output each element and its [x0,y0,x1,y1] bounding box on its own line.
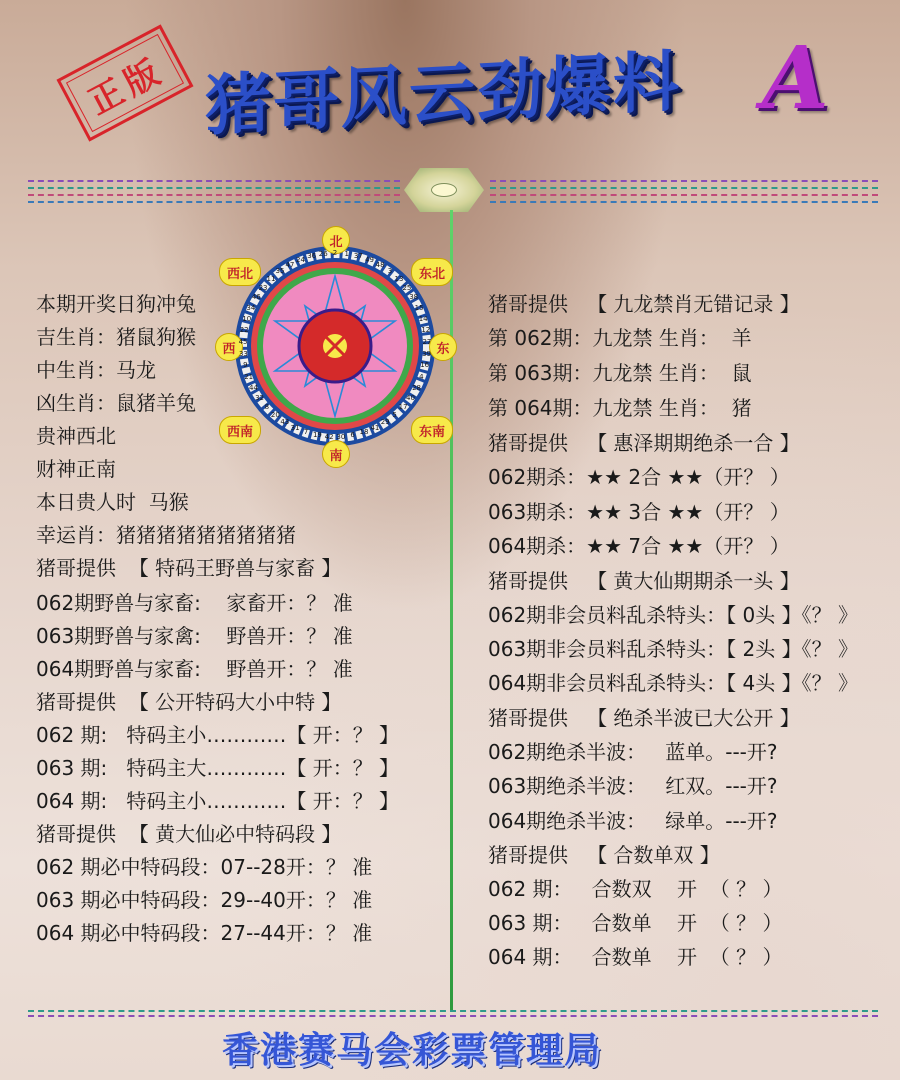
wheel-label-northwest: 西北 [219,258,261,286]
right-line: 063期非会员料乱杀特头：【 2头 】《？ 》 [488,637,858,661]
wheel-ring-number: 39 [422,349,432,358]
wheel-ring-number: 37 [353,252,363,260]
official-stamp [56,24,193,141]
wheel-ring-number: 43 [280,418,290,427]
wheel-ring-number: 13 [394,274,404,283]
left-line: 064 期必中特码段：27--44开：？ 准 [36,921,373,945]
right-line: 063期杀：★★ 3合 ★★（开？ ） [488,500,790,524]
right-section-heading: 猪哥提供 【 绝杀半波已大公开 】 [488,706,800,730]
left-line: 本期开奖日狗冲兔 [36,292,196,316]
right-line: 第 062期：九龙禁 生肖： 羊 [488,326,752,350]
wheel-ring-number: 29 [380,418,390,427]
left-line: 幸运肖：猪猪猪猪猪猪猪猪猪 [36,523,296,547]
edition-mark: A [762,28,829,129]
wheel-ring-number: 46 [251,293,261,302]
right-line: 064期杀：★★ 7合 ★★（开？ ） [488,534,790,558]
left-line: 063 期必中特码段：29--40开：？ 准 [36,888,373,912]
wheel-label-south: 南 [322,440,350,468]
wheel-ring-number: 24 [296,255,305,264]
wheel-ring-number: 44 [248,383,258,392]
wheel-ring-number: 21 [244,372,254,381]
right-line: 064期绝杀半波： 绿单。---开? [488,809,778,833]
wheel-ring-number: 6 [350,431,355,440]
wheel-ring-number: 27 [422,338,432,347]
wheel-ring-number: 41 [370,423,380,432]
wheel-ring-number: 17 [398,402,408,411]
left-line: 中生肖：马龙 [36,358,156,382]
wheel-label-west: 西 [215,333,243,361]
wheel-ring-number: 4 [419,372,424,381]
wheel-ring-number: 36 [307,252,317,260]
right-line: 062 期： 合数双 开 （ ？ ） [488,877,783,901]
decorative-lines-left [28,180,400,210]
wheel-ring-number: 16 [420,361,430,370]
right-line: 064 期： 合数单 开 （ ？ ） [488,945,783,969]
right-section-heading: 猪哥提供 【 惠泽期期绝杀一合 】 [488,431,800,455]
wheel-ring-number: 49 [365,255,374,264]
bottom-decorative-line [28,1010,878,1018]
right-line: 063期绝杀半波： 红双。---开? [488,774,778,798]
left-line: 凶生肖：鼠猪羊兔 [36,391,196,415]
left-line: 063 期: 特码主大…………【 开：？ 】 [36,756,400,780]
wheel-label-southeast: 东南 [411,416,453,444]
wheel-ring-number: 32 [255,393,264,402]
wheel-ring-number: 2 [332,249,338,257]
wheel-ring-number: 47 [285,260,295,269]
left-line: 财神正南 [36,457,116,481]
left-line: 064期野兽与家畜: 野兽开：？ 准 [36,657,353,681]
compass-wheel [215,226,455,466]
wheel-ring-number: 35 [275,267,285,276]
right-section-heading: 猪哥提供 【 九龙禁肖无错记录 】 [488,292,800,316]
wheel-ring-number: 8 [264,402,270,411]
wheel-ring-number: 22 [239,326,249,335]
left-line: 062 期必中特码段：07--28开：？ 准 [36,855,373,879]
wheel-label-east: 东 [429,333,457,361]
wheel-label-north: 北 [322,226,350,254]
wheel-ring-number: 45 [238,338,248,347]
page-title: 猪哥风云劲爆料 [205,41,681,145]
wheel-label-southwest: 西南 [219,416,261,444]
right-line: 第 064期：九龙禁 生肖： 猪 [488,396,752,420]
wheel-ring-number: 25 [402,283,412,292]
wheel-ring-number: 33 [238,349,248,358]
wheel-ring-number: 42 [324,432,334,441]
wheel-ring-number: 12 [421,326,431,335]
left-line: 062 期: 特码主小…………【 开：？ 】 [36,723,400,747]
wheel-ring-number: 30 [336,432,346,441]
left-line: 062期野兽与家畜: 家畜开：？ 准 [36,591,353,615]
left-line: 吉生肖：猪鼠狗猴 [36,325,196,349]
stamp-text: 正版 [81,49,172,123]
wheel-ring-number: 38 [409,293,419,302]
right-line: 062期绝杀半波： 蓝单。---开? [488,740,778,764]
center-emblem-icon [404,168,484,212]
wheel-ring-number: 15 [414,303,424,312]
wheel-ring-number: 19 [312,431,322,440]
left-line: 贵神西北 [36,424,116,448]
footer-organization: 香港赛马会彩票管理局 [222,1029,603,1071]
right-line: 063 期： 合数单 开 （ ？ ） [488,911,783,935]
right-line: 062期非会员料乱杀特头：【 0头 】《？ 》 [488,603,858,627]
left-section-heading: 猪哥提供 【 公开特码大小中特 】 [36,690,342,714]
wheel-ring-number: 26 [318,249,328,258]
wheel-ring-number: 9 [243,361,248,370]
right-line: 062期杀：★★ 2合 ★★（开？ ） [488,465,790,489]
wheel-ring-number: 11 [266,274,276,283]
right-line: 第 063期：九龙禁 生肖： 鼠 [488,361,752,385]
wheel-ring-number: 1 [344,249,349,258]
left-line: 063期野兽与家禽: 野兽开：？ 准 [36,624,353,648]
wheel-ring-number: 10 [242,314,252,323]
wheel-label-northeast: 东北 [411,258,453,286]
wheel-ring-number: 31 [290,423,300,432]
right-section-heading: 猪哥提供 【 黄大仙期期杀一头 】 [488,569,800,593]
wheel-ring-number: 34 [246,303,256,312]
decorative-lines-right [490,180,878,210]
wheel-ring-number: 20 [270,411,280,420]
wheel-ring-number: 5 [392,411,397,420]
wheel-ring-number: 7 [303,428,309,437]
wheel-ring-number: 3 [387,267,393,276]
right-line: 064期非会员料乱杀特头：【 4头 】《？ 》 [488,671,858,695]
wheel-ring-number: 48 [375,260,385,269]
wheel-ring-number: 14 [418,314,428,323]
left-section-heading: 猪哥提供 【 特码王野兽与家畜 】 [36,556,342,580]
left-section-heading: 猪哥提供 【 黄大仙必中特码段 】 [36,822,342,846]
wheel-ring-number: 28 [412,383,422,392]
left-line: 本日贵人时 马猴 [36,490,189,514]
wheel-ring-number: 23 [258,283,268,292]
right-section-heading: 猪哥提供 【 合数单双 】 [488,843,720,867]
wheel-ring-number: 18 [359,428,369,437]
left-line: 064 期: 特码主小…………【 开：？ 】 [36,789,400,813]
wheel-ring-number: 40 [405,393,415,402]
